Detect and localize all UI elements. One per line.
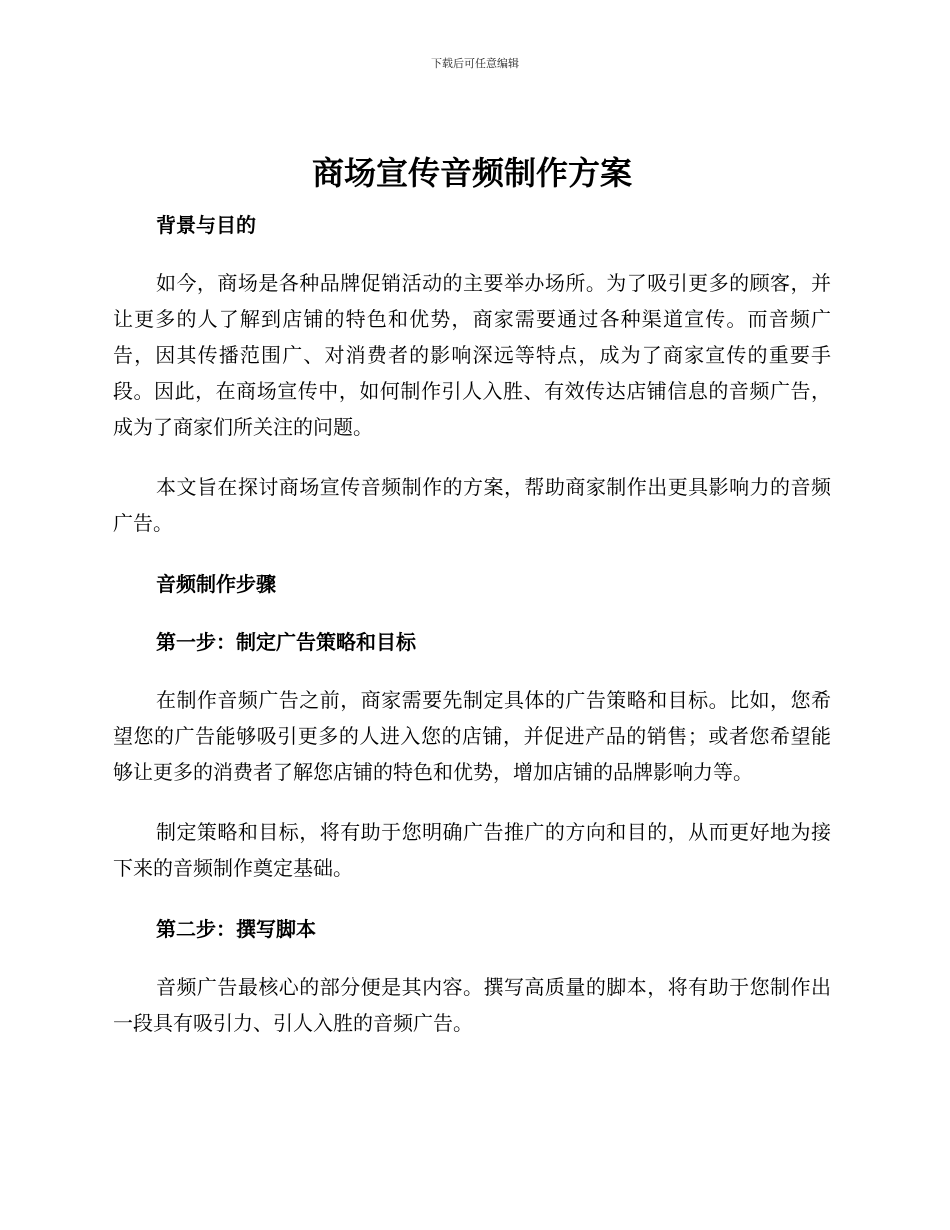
heading-step-2: 第二步：撰写脚本 [156, 917, 316, 941]
document-title: 商场宣传音频制作方案 [311, 154, 632, 192]
paragraph-step-2-1: 音频广告最核心的部分便是其内容。撰写高质量的脚本，将有助于您制作出一段具有吸引力、引人入胜的音频广告。 [113, 975, 831, 1035]
heading-steps: 音频制作步骤 [156, 572, 276, 596]
paragraph-step-1-1: 在制作音频广告之前，商家需要先制定具体的广告策略和目标。比如，您希望您的广告能够吸引更多的人进入您的店铺，并促进产品的销售；或者您希望能够让更多的消费者了解您店铺的特色和优势，增加店铺的品牌影响力等。 [113, 688, 831, 784]
heading-step-1: 第一步：制定广告策略和目标 [156, 630, 416, 654]
paragraph-background-1: 如今，商场是各种品牌促销活动的主要举办场所。为了吸引更多的顾客，并让更多的人了解到店铺的特色和优势，商家需要通过各种渠道宣传。而音频广告，因其传播范围广、对消费者的影响深远等特点，成为了商家宣传的重要手段。因此，在商场宣传中，如何制作引人入胜、有效传达店铺信息的音频广告，成为了商家们所关注的问题。 [113, 271, 831, 439]
heading-background: 背景与目的 [156, 213, 256, 237]
header-note: 下载后可任意编辑 [431, 57, 519, 70]
paragraph-step-1-2: 制定策略和目标，将有助于您明确广告推广的方向和目的，从而更好地为接下来的音频制作奠定基础。 [113, 820, 831, 880]
paragraph-background-2: 本文旨在探讨商场宣传音频制作的方案，帮助商家制作出更具影响力的音频广告。 [113, 475, 831, 535]
document-body [113, 148, 831, 1041]
